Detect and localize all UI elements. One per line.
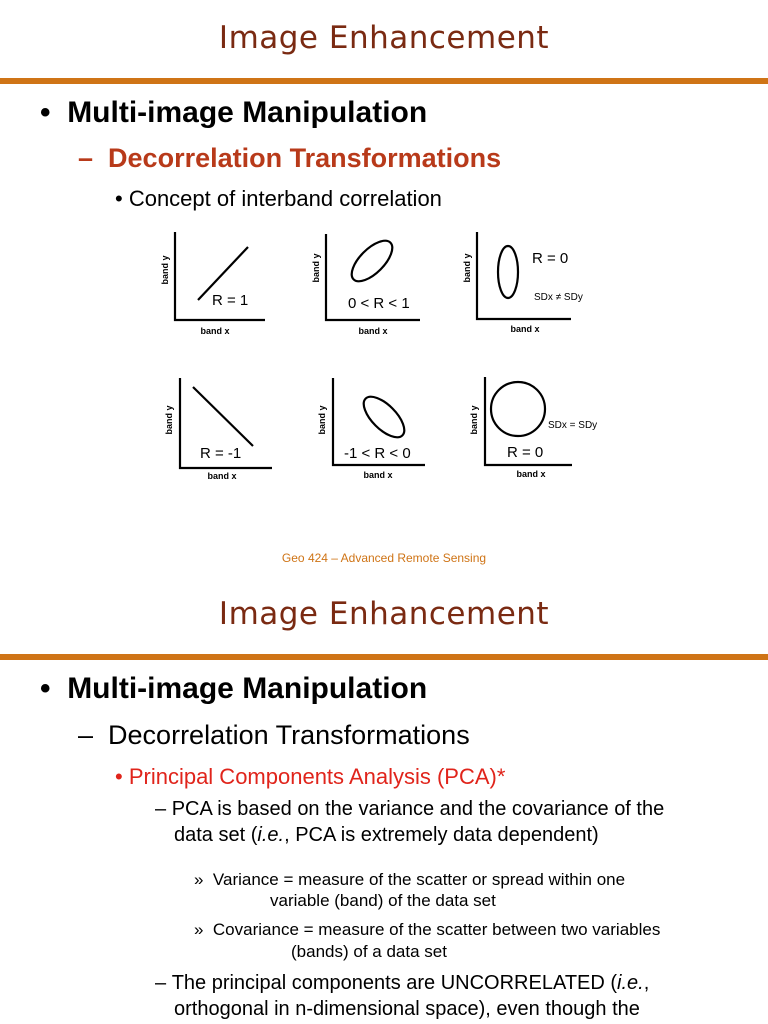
plot-r-equals-minus-1: [164, 378, 272, 481]
x-axis-label: band x: [516, 469, 546, 479]
circle: [491, 382, 545, 436]
bullet-level1: [40, 96, 427, 130]
title-rule: [0, 654, 768, 660]
pca-desc-text: , PCA is extremely data dependent): [284, 824, 599, 846]
bullet-dot: •: [40, 96, 68, 129]
plot-label: 0 < R < 1: [348, 295, 410, 312]
concept-text: Concept of interband correlation: [128, 186, 442, 211]
plot-negative-partial: [317, 378, 425, 480]
sub-bullet: [78, 720, 470, 751]
pca-bullet: [115, 764, 505, 790]
x-axis-label: band x: [358, 326, 388, 336]
bullet-dot: •: [115, 764, 129, 789]
x-axis-label: band x: [200, 326, 230, 336]
raquo-bullet: »: [194, 920, 213, 939]
covariance-line1: [194, 920, 660, 940]
plot-label: R = 1: [212, 292, 249, 309]
covariance-line2: (bands) of a data set: [291, 942, 447, 961]
plot-r-equals-1: [160, 232, 265, 336]
vertical-ellipse: [498, 246, 518, 298]
sd-note: SDx ≠ SDy: [534, 292, 583, 303]
y-axis-label: band y: [164, 405, 174, 435]
pca-heading: Principal Components Analysis (PCA)*: [128, 764, 506, 789]
x-axis-label: band x: [510, 324, 540, 334]
x-axis-label: band x: [207, 471, 237, 481]
plot-label: R = -1: [200, 445, 242, 462]
x-axis-label: band x: [363, 470, 393, 480]
sub-heading: Decorrelation Transformations: [108, 720, 470, 750]
plot-label: R = 0: [532, 250, 569, 267]
bullet-level1: [40, 672, 427, 706]
plot-zero-equal-sd: [469, 377, 597, 479]
dash: –: [155, 798, 172, 820]
ie-italic: i.e.: [257, 824, 285, 846]
pca-desc-text: PCA is based on the variance and the covariance of the: [171, 798, 665, 820]
raquo-bullet: »: [194, 870, 213, 889]
slide-footer: Geo 424 – Advanced Remote Sensing: [281, 551, 487, 565]
sub-bullet: [78, 143, 501, 174]
y-axis-label: band y: [462, 253, 472, 283]
dash: –: [78, 143, 94, 173]
dash: –: [155, 972, 172, 994]
uncorrelated-line2: orthogonal in n-dimensional space), even though the: [174, 998, 640, 1020]
negative-line: [193, 387, 253, 446]
pca-desc-line1: [155, 798, 664, 821]
uncorrelated-line1: [155, 972, 649, 995]
slide-2: [0, 580, 768, 1024]
dash: –: [78, 720, 94, 750]
uncorrelated-text: The principal components are UNCORRELATED (: [171, 972, 618, 994]
correlation-diagram: [0, 220, 768, 520]
variance-line1: [194, 870, 625, 890]
bullet-text: Multi-image Manipulation: [67, 96, 428, 129]
ellipse-positive: [345, 234, 399, 288]
uncorrelated-text: ,: [643, 972, 650, 994]
plot-zero-unequal-sd: [462, 232, 583, 334]
pca-desc-text: data set (: [174, 824, 258, 846]
y-axis-label: band y: [317, 405, 327, 435]
covariance-text: Covariance = measure of the scatter between two variables: [212, 920, 661, 939]
slide-title: Image Enhancement: [218, 20, 550, 56]
plot-label: -1 < R < 0: [344, 445, 411, 462]
sub-heading: Decorrelation Transformations: [108, 143, 502, 173]
slide-title: Image Enhancement: [218, 596, 550, 632]
pca-desc-line2: [174, 824, 599, 847]
y-axis-label: band y: [469, 405, 479, 435]
title-rule: [0, 78, 768, 84]
variance-text: Variance = measure of the scatter or spread within one: [212, 870, 626, 889]
y-axis-label: band y: [311, 253, 321, 283]
concept-bullet: [115, 186, 442, 212]
plot-label: R = 0: [507, 444, 544, 461]
bullet-dot: •: [40, 672, 68, 705]
ellipse-negative: [357, 390, 411, 444]
variance-line2: variable (band) of the data set: [270, 891, 496, 910]
bullet-text: Multi-image Manipulation: [67, 672, 428, 705]
sd-note: SDx = SDy: [548, 420, 598, 431]
y-axis-label: band y: [160, 255, 170, 285]
ie-italic: i.e.: [617, 972, 644, 994]
bullet-dot: •: [115, 186, 129, 211]
plot-positive-partial: [311, 234, 420, 336]
